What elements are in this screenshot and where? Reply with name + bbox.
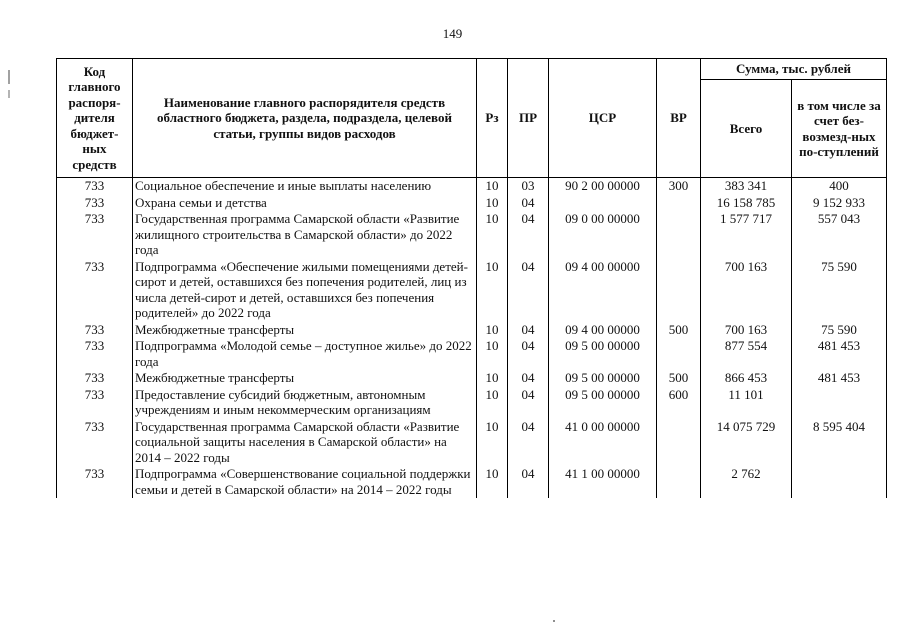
cell-pr: 04 bbox=[508, 419, 549, 467]
cell-csr: 09 0 00 00000 bbox=[549, 211, 657, 259]
cell-gratuitous: 9 152 933 bbox=[792, 195, 887, 212]
table-row bbox=[57, 419, 887, 467]
cell-code: 733 bbox=[57, 178, 133, 195]
cell-rz: 10 bbox=[477, 178, 508, 195]
cell-total: 877 554 bbox=[701, 338, 792, 370]
cell-code: 733 bbox=[57, 259, 133, 322]
cell-name: Предоставление субсидий бюджетным, автономным учреждениям и иным некоммерческим организациям bbox=[133, 387, 477, 419]
cell-total: 383 341 bbox=[701, 178, 792, 195]
cell-gratuitous: 557 043 bbox=[792, 211, 887, 259]
table-row bbox=[57, 387, 887, 419]
header-gratuitous: в том числе за счет без-возмезд-ных по-ступлений bbox=[792, 80, 887, 178]
cell-pr: 04 bbox=[508, 259, 549, 322]
cell-total: 2 762 bbox=[701, 466, 792, 498]
cell-vr bbox=[657, 195, 701, 212]
cell-total: 866 453 bbox=[701, 370, 792, 387]
cell-pr: 04 bbox=[508, 370, 549, 387]
scan-artifact bbox=[553, 620, 555, 622]
cell-rz: 10 bbox=[477, 370, 508, 387]
cell-pr: 04 bbox=[508, 387, 549, 419]
table-body bbox=[57, 178, 887, 499]
header-pr: ПР bbox=[508, 59, 549, 178]
cell-name: Социальное обеспечение и иные выплаты населению bbox=[133, 178, 477, 195]
cell-code: 733 bbox=[57, 387, 133, 419]
cell-vr bbox=[657, 466, 701, 498]
header-code: Код главного распоря-дителя бюджет-ных средств bbox=[57, 59, 133, 178]
table-row bbox=[57, 195, 887, 212]
cell-csr: 09 5 00 00000 bbox=[549, 338, 657, 370]
cell-vr bbox=[657, 259, 701, 322]
header-sum: Сумма, тыс. рублей bbox=[701, 59, 887, 80]
cell-name: Государственная программа Самарской области «Развитие социальной защиты населения в Самарской области» на 2014 – 2022 годы bbox=[133, 419, 477, 467]
cell-rz: 10 bbox=[477, 419, 508, 467]
cell-total: 16 158 785 bbox=[701, 195, 792, 212]
table-row bbox=[57, 178, 887, 195]
cell-gratuitous: 8 595 404 bbox=[792, 419, 887, 467]
cell-name: Подпрограмма «Молодой семье – доступное жилье» до 2022 года bbox=[133, 338, 477, 370]
cell-pr: 04 bbox=[508, 322, 549, 339]
cell-gratuitous bbox=[792, 466, 887, 498]
cell-gratuitous: 481 453 bbox=[792, 338, 887, 370]
cell-name: Межбюджетные трансферты bbox=[133, 370, 477, 387]
cell-rz: 10 bbox=[477, 259, 508, 322]
table-row bbox=[57, 466, 887, 498]
cell-code: 733 bbox=[57, 322, 133, 339]
cell-pr: 04 bbox=[508, 466, 549, 498]
cell-csr: 41 1 00 00000 bbox=[549, 466, 657, 498]
cell-rz: 10 bbox=[477, 211, 508, 259]
cell-vr: 500 bbox=[657, 370, 701, 387]
cell-csr bbox=[549, 195, 657, 212]
cell-name: Подпрограмма «Обеспечение жилыми помещениями детей-сирот и детей, оставшихся без попечения родителей, лиц из числа детей-сирот и детей, оставшихся без попечения родителей» до 2022 года bbox=[133, 259, 477, 322]
header-total: Всего bbox=[701, 80, 792, 178]
cell-vr bbox=[657, 338, 701, 370]
cell-rz: 10 bbox=[477, 466, 508, 498]
cell-csr: 09 4 00 00000 bbox=[549, 322, 657, 339]
cell-pr: 04 bbox=[508, 338, 549, 370]
cell-vr: 600 bbox=[657, 387, 701, 419]
table-row bbox=[57, 370, 887, 387]
cell-pr: 04 bbox=[508, 195, 549, 212]
cell-gratuitous bbox=[792, 387, 887, 419]
header-vr: ВР bbox=[657, 59, 701, 178]
cell-code: 733 bbox=[57, 195, 133, 212]
table-row bbox=[57, 338, 887, 370]
cell-code: 733 bbox=[57, 338, 133, 370]
cell-rz: 10 bbox=[477, 338, 508, 370]
cell-vr: 500 bbox=[657, 322, 701, 339]
cell-code: 733 bbox=[57, 466, 133, 498]
cell-csr: 09 5 00 00000 bbox=[549, 387, 657, 419]
budget-table bbox=[56, 58, 887, 498]
cell-code: 733 bbox=[57, 419, 133, 467]
cell-csr: 09 4 00 00000 bbox=[549, 259, 657, 322]
cell-total: 700 163 bbox=[701, 322, 792, 339]
cell-gratuitous: 481 453 bbox=[792, 370, 887, 387]
cell-csr: 41 0 00 00000 bbox=[549, 419, 657, 467]
cell-name: Охрана семьи и детства bbox=[133, 195, 477, 212]
cell-code: 733 bbox=[57, 211, 133, 259]
table-row bbox=[57, 259, 887, 322]
cell-rz: 10 bbox=[477, 387, 508, 419]
cell-csr: 09 5 00 00000 bbox=[549, 370, 657, 387]
page-number: 149 bbox=[442, 26, 463, 41]
cell-name: Государственная программа Самарской области «Развитие жилищного строительства в Самарской области» до 2022 года bbox=[133, 211, 477, 259]
cell-total: 1 577 717 bbox=[701, 211, 792, 259]
cell-name: Межбюджетные трансферты bbox=[133, 322, 477, 339]
table-row bbox=[57, 322, 887, 339]
cell-code: 733 bbox=[57, 370, 133, 387]
cell-pr: 04 bbox=[508, 211, 549, 259]
cell-gratuitous: 75 590 bbox=[792, 259, 887, 322]
cell-vr bbox=[657, 211, 701, 259]
table-row bbox=[57, 211, 887, 259]
cell-name: Подпрограмма «Совершенствование социальной поддержки семьи и детей в Самарской области» на 2014 – 2022 годы bbox=[133, 466, 477, 498]
cell-csr: 90 2 00 00000 bbox=[549, 178, 657, 195]
cell-rz: 10 bbox=[477, 322, 508, 339]
header-csr: ЦСР bbox=[549, 59, 657, 178]
cell-pr: 03 bbox=[508, 178, 549, 195]
cell-vr: 300 bbox=[657, 178, 701, 195]
cell-total: 11 101 bbox=[701, 387, 792, 419]
cell-total: 700 163 bbox=[701, 259, 792, 322]
header-name: Наименование главного распорядителя средств областного бюджета, раздела, подраздела, целевой статьи, группы видов расходов bbox=[133, 59, 477, 178]
cell-total: 14 075 729 bbox=[701, 419, 792, 467]
cell-gratuitous: 400 bbox=[792, 178, 887, 195]
scan-artifact bbox=[8, 90, 10, 98]
scan-artifact bbox=[8, 70, 10, 84]
header-rz: Рз bbox=[477, 59, 508, 178]
cell-gratuitous: 75 590 bbox=[792, 322, 887, 339]
header-row bbox=[57, 59, 887, 80]
cell-vr bbox=[657, 419, 701, 467]
cell-rz: 10 bbox=[477, 195, 508, 212]
